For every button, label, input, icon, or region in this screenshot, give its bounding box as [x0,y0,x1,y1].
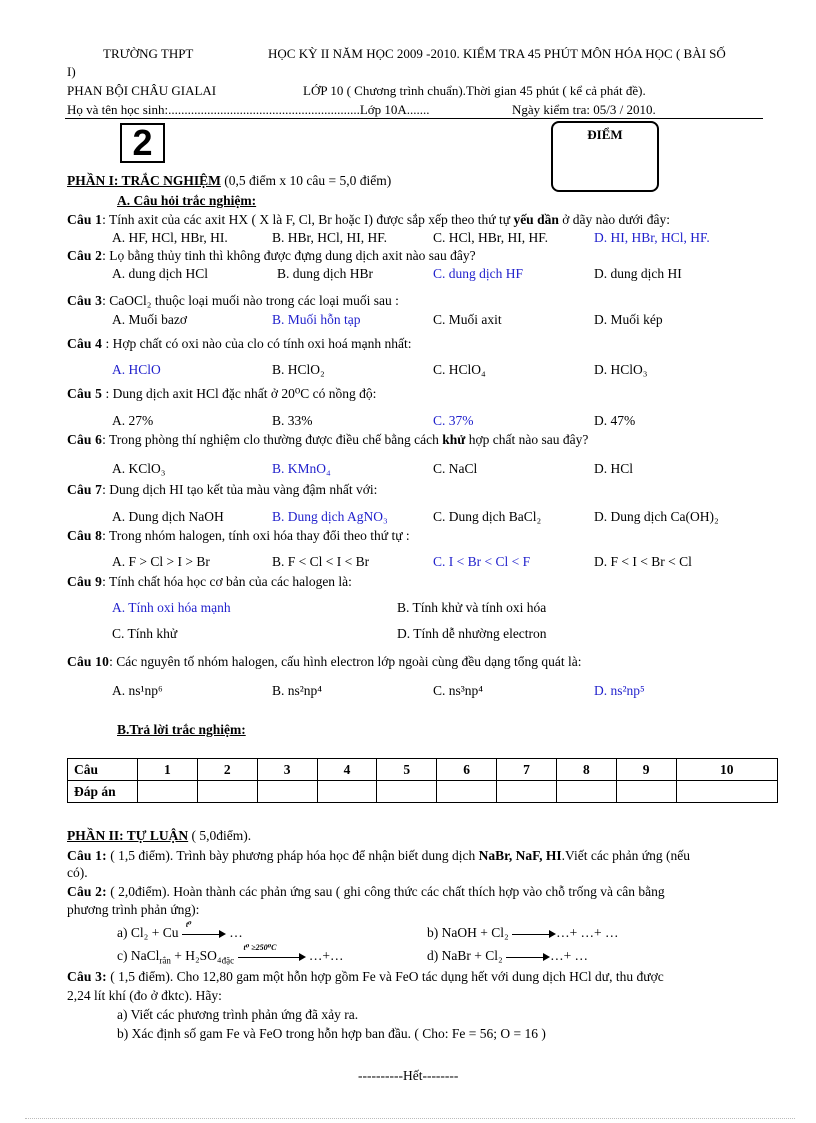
reaction-c-condition: t⁰ ≥250⁰C [243,942,277,952]
reaction-c-sub-1: rắn [159,955,171,966]
answer-cell[interactable] [377,781,437,803]
q5-option-c[interactable]: C. 37% [433,413,474,428]
q5-option-d[interactable]: D. 47% [594,413,636,428]
reaction-c [117,942,344,966]
part1-sub-b: B.Trả lời trắc nghiệm: [117,722,246,737]
q8-option-d[interactable]: D. F < I < Br < Cl [594,554,692,569]
answer-cell[interactable] [437,781,497,803]
question-8 [67,528,410,544]
part1-heading [67,173,391,189]
header-rule [65,118,763,119]
question-9-text: : Tính chất hóa học cơ bản của các halogen là: [102,574,352,589]
q2-option-c[interactable]: C. dung dịch HF [433,266,524,281]
reaction-c-sub-2: đặc [221,955,235,966]
essay-2-text: ( 2,0điểm). Hoàn thành các phản ứng sau ( ghi công thức các chất thích hợp vào chỗ trống và cân bằng [106,884,665,899]
q9-option-d[interactable]: D. Tính dễ nhường electron [397,626,547,641]
essay-question-1 [67,848,690,864]
question-9 [67,574,352,590]
reaction-b-left: b) NaOH + Cl₂ [427,925,509,940]
question-6-emphasis: khử [442,432,466,447]
question-6-label: Câu 6 [67,432,103,447]
essay-2-continued: phương trình phản ứng): [67,902,200,917]
q3-option-d[interactable]: D. Muối kép [594,312,663,327]
question-4-label: Câu 4 [67,336,103,351]
q2-option-a[interactable]: A. dung dịch HCl [112,266,208,281]
question-4-text: : Hợp chất có oxi nào của clo có tính oxi hoá mạnh nhất: [102,336,412,351]
q1-option-a[interactable]: A. HF, HCl, HBr, HI. [112,230,228,245]
q3-option-a[interactable]: A. Muối bazơ [112,312,188,327]
essay-question-2 [67,884,665,900]
reaction-b [427,925,619,941]
question-1-label: Câu 1 [67,212,103,227]
q7-option-c[interactable]: C. Dung dịch BaCl₂ [433,509,542,524]
q5-option-a[interactable]: A. 27% [112,413,154,428]
question-2-label: Câu 2 [67,248,103,263]
question-6-text-pre: : Trong phòng thí nghiệm clo thường được điều chế bằng cách [102,432,443,447]
q8-option-b[interactable]: B. F < Cl < I < Br [272,554,370,569]
q7-option-a[interactable]: A. Dung dịch NaOH [112,509,224,524]
question-10-text: : Các nguyên tố nhóm halogen, cấu hình electron lớp ngoài cùng đều dạng tổng quát là: [109,654,582,669]
answer-table-number: 2 [197,759,257,781]
question-9-label: Câu 9 [67,574,103,589]
question-2 [67,248,476,264]
q10-option-b[interactable]: B. ns²np⁴ [272,683,323,698]
answer-cell[interactable] [197,781,257,803]
answer-table-number: 9 [616,759,676,781]
answer-cell[interactable] [257,781,317,803]
q10-option-d[interactable]: D. ns²np⁵ [594,683,645,698]
essay-2-label: Câu 2: [67,884,107,899]
question-10 [67,654,582,670]
question-8-label: Câu 8 [67,528,103,543]
answer-table-number: 4 [317,759,377,781]
page-bottom-rule [25,1118,795,1119]
student-name-line: Họ và tên học sinh:...........................................................Lớp 10A....... [67,102,430,117]
question-2-text: : Lọ bằng thủy tinh thì không được đựng dung dịch axit nào sau đây? [102,248,476,263]
q5-option-b[interactable]: B. 33% [272,413,313,428]
part1-title: PHẦN I: TRẮC NGHIỆM [67,173,221,188]
reaction-a [117,919,243,941]
footer-end: ----------Hết-------- [358,1068,459,1083]
q3-option-b[interactable]: B. Muối hỗn tạp [272,312,361,327]
exam-title: HỌC KỲ II NĂM HỌC 2009 -2010. KIỂM TRA 45 PHÚT MÔN HÓA HỌC ( BÀI SỐ [268,46,726,61]
question-7-label: Câu 7 [67,482,103,497]
q1-option-c[interactable]: C. HCl, HBr, HI, HF. [433,230,549,245]
q4-option-b[interactable]: B. HClO₂ [272,362,325,377]
essay-3-part-a: a) Viết các phương trình phản ứng đã xảy ra. [117,1007,359,1022]
essay-3-continued: 2,24 lít khí (đo ở đktc). Hãy: [67,988,222,1003]
question-10-label: Câu 10 [67,654,110,669]
answer-cell[interactable] [138,781,198,803]
q6-option-c[interactable]: C. NaCl [433,461,478,476]
part1-note: (0,5 điểm x 10 câu = 5,0 điểm) [220,173,392,188]
answer-cell[interactable] [616,781,676,803]
reaction-arrow [182,919,226,939]
q9-option-b[interactable]: B. Tính khử và tính oxi hóa [397,600,547,615]
answer-table-question-label: Câu [68,759,138,781]
answer-cell[interactable] [676,781,777,803]
answer-cell[interactable] [556,781,616,803]
essay-1-text-post: .Viết các phản ứng (nếu [561,848,690,863]
q3-option-c[interactable]: C. Muối axit [433,312,502,327]
answer-table-number: 3 [257,759,317,781]
question-1 [67,212,670,228]
part1-sub-a: A. Câu hỏi trắc nghiệm: [117,193,257,208]
reaction-d-left: d) NaBr + Cl₂ [427,948,503,963]
answer-table-header-row [68,759,778,781]
question-4 [67,336,411,352]
reaction-c-right: …+… [305,948,344,963]
question-3 [67,293,399,309]
reaction-c-reactant-1: c) NaCl [117,948,160,963]
q1-option-d[interactable]: D. HI, HBr, HCl, HF. [594,230,710,245]
question-7-text: : Dung dịch HI tạo kết tủa màu vàng đậm nhất với: [102,482,378,497]
answer-table-answer-row [68,781,778,803]
reaction-a-left: a) Cl₂ + Cu [117,925,179,940]
school-name: PHAN BỘI CHÂU GIALAI [67,83,217,98]
essay-1-label: Câu 1: [67,848,107,863]
q4-option-c[interactable]: C. HClO₄ [433,362,486,377]
q6-option-d[interactable]: D. HCl [594,461,634,476]
question-5-label: Câu 5 [67,386,103,401]
q9-option-c[interactable]: C. Tính khử [112,626,178,641]
reaction-a-right: … [225,925,243,940]
question-8-text: : Trong nhóm halogen, tính oxi hóa thay đổi theo thứ tự : [102,528,410,543]
q10-option-a[interactable]: A. ns¹np⁶ [112,683,163,698]
score-box [551,121,659,192]
school-label: TRƯỜNG THPT [103,46,194,61]
reaction-c-reactant-2: + H₂SO₄ [170,948,222,963]
answer-cell[interactable] [497,781,557,803]
q2-option-b[interactable]: B. dung dịch HBr [277,266,373,281]
essay-1-emphasis: NaBr, NaF, HI [478,848,562,863]
question-5 [67,386,376,402]
exam-date: Ngày kiểm tra: 05/3 / 2010. [512,102,656,117]
question-1-emphasis: yếu dần [513,212,559,227]
reaction-arrow [238,942,306,962]
answer-table-answer-label: Đáp án [68,781,138,803]
answer-table-number: 10 [676,759,777,781]
essay-3-part-b: b) Xác định số gam Fe và FeO trong hỗn hợp ban đầu. ( Cho: Fe = 56; O = 16 ) [117,1026,546,1041]
exam-title-continued: I) [67,64,76,79]
question-1-text-post: ở dãy nào dưới đây: [558,212,671,227]
reaction-a-condition: t⁰ [185,919,192,929]
q4-option-d[interactable]: D. HClO₃ [594,362,648,377]
answer-table-number: 8 [556,759,616,781]
question-6 [67,432,588,448]
question-7 [67,482,377,498]
reaction-d-right: …+ … [550,948,589,963]
question-3-text: : CaOCl₂ thuộc loại muối nào trong các loại muối sau : [102,293,399,308]
essay-1-continued: có). [67,865,88,880]
part2-heading [67,828,251,844]
answer-table-number: 6 [437,759,497,781]
essay-question-3 [67,969,664,985]
answer-table-number: 5 [377,759,437,781]
question-1-text-pre: : Tính axit của các axit HX ( X là F, Cl, Br hoặc I) được sắp xếp theo thứ tự [102,212,514,227]
essay-3-text: ( 1,5 điểm). Cho 12,80 gam một hỗn hợp gồm Fe và FeO tác dụng hết với dung dịch HCl dư, thu được [106,969,664,984]
q7-option-d[interactable]: D. Dung dịch Ca(OH)₂ [594,509,719,524]
q2-option-d[interactable]: D. dung dịch HI [594,266,682,281]
reaction-arrow [506,952,550,962]
q8-option-c[interactable]: C. I < Br < Cl < F [433,554,531,569]
score-label: ĐIỂM [587,127,623,142]
q4-option-a[interactable]: A. HClO [112,362,161,377]
q9-option-a[interactable]: A. Tính oxi hóa mạnh [112,600,231,615]
exam-code-box [120,123,165,163]
question-5-text: : Dung dịch axit HCl đặc nhất ở 20⁰C có nồng độ: [102,386,377,401]
q6-option-b[interactable]: B. KMnO₄ [272,461,331,476]
q10-option-c[interactable]: C. ns³np⁴ [433,683,484,698]
essay-3-label: Câu 3: [67,969,107,984]
q6-option-a[interactable]: A. KClO₃ [112,461,166,476]
q1-option-b[interactable]: B. HBr, HCl, HI, HF. [272,230,388,245]
answer-cell[interactable] [317,781,377,803]
answer-table-number: 1 [138,759,198,781]
q7-option-b[interactable]: B. Dung dịch AgNO₃ [272,509,388,524]
class-info: LỚP 10 ( Chương trình chuẩn).Thời gian 45 phút ( kể cả phát đề). [303,83,646,98]
reaction-b-right: …+ …+ … [556,925,619,940]
part2-note: ( 5,0điểm). [188,828,252,843]
exam-code: 2 [132,122,153,163]
question-6-text-post: hợp chất nào sau đây? [465,432,589,447]
answer-table-number: 7 [497,759,557,781]
essay-1-text-pre: ( 1,5 điểm). Trình bày phương pháp hóa học để nhận biết dung dịch [106,848,479,863]
question-3-label: Câu 3 [67,293,103,308]
q8-option-a[interactable]: A. F > Cl > I > Br [112,554,210,569]
reaction-d [427,948,588,964]
reaction-arrow [512,929,556,939]
part2-title: PHẦN II: TỰ LUẬN [67,828,189,843]
answer-table [67,758,778,803]
